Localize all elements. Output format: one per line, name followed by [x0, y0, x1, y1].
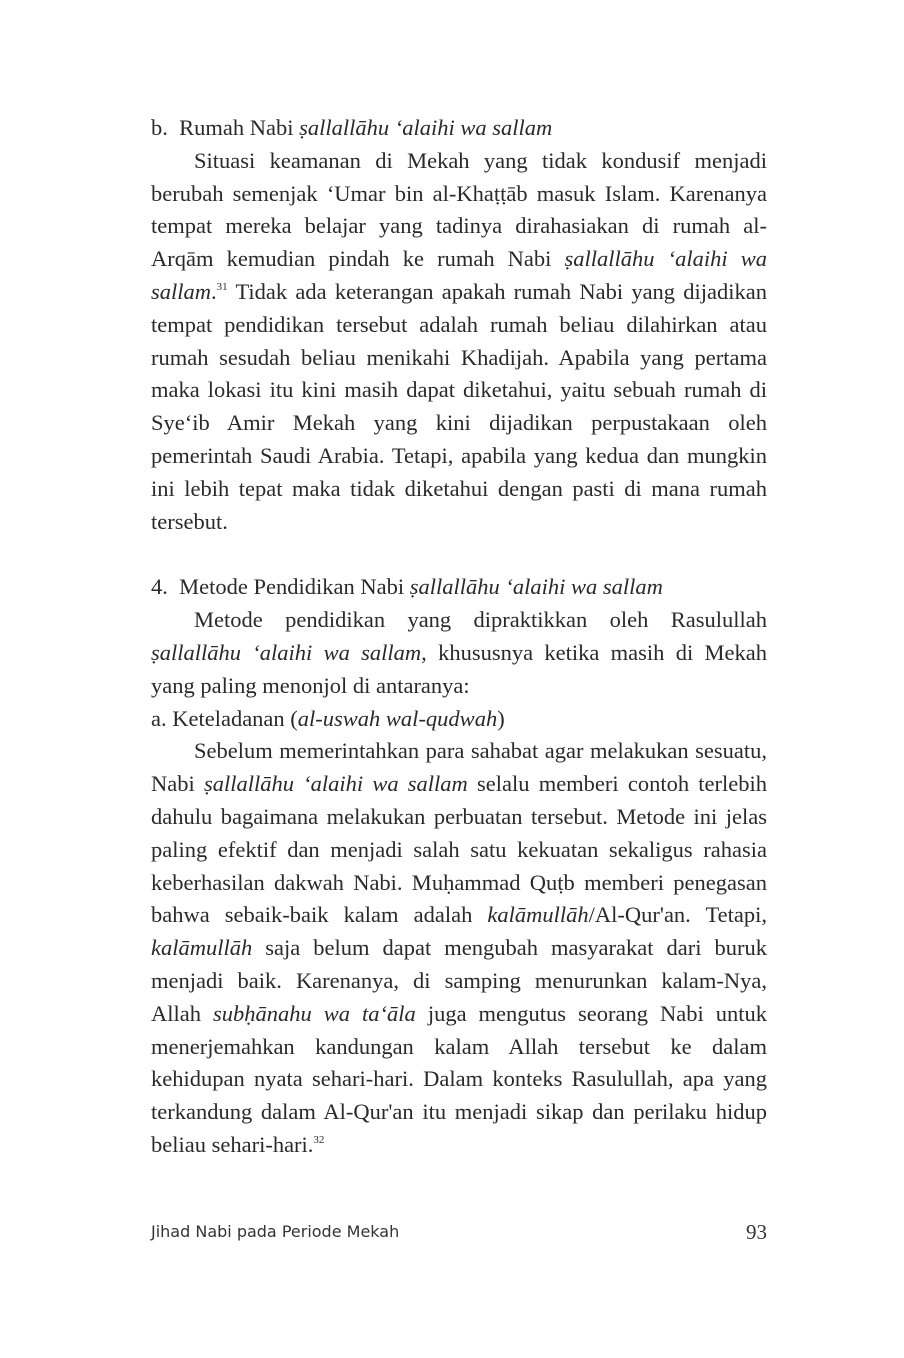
heading-marker: 4.	[151, 574, 168, 600]
italic-run: ṣallallāhu ‘alaihi wa sallam	[151, 246, 768, 304]
italic-run: ṣallallāhu ‘alaihi wa sallam	[203, 771, 468, 797]
heading-section-b	[151, 112, 767, 145]
paragraph-keteladanan	[151, 735, 767, 1161]
italic-run: ṣallallāhu ‘alaihi wa sallam	[151, 639, 422, 665]
italic-run: kalāmullāh	[151, 935, 253, 961]
text-run: juga mengutus seorang Nabi untuk menerjemahkan kandungan kalam Allah tersebut ke dalam kehidupan nyata sehari-hari. Dalam konteks Rasulullah, apa yang terkandung dalam Al-Qur'an itu menjadi sikap dan perilaku hidup beliau sehari-hari.	[151, 1000, 768, 1157]
heading-section-4	[151, 571, 767, 604]
heading-title-italic: ṣallallāhu ‘alaihi wa sallam	[409, 574, 663, 600]
body-text	[151, 112, 767, 1162]
footnote-ref-31: 31	[216, 280, 228, 293]
footnote-ref-32: 32	[313, 1133, 325, 1146]
heading-title-plain: Rumah Nabi	[179, 115, 294, 140]
text-run: /Al-Qur'an. Tetapi,	[588, 902, 767, 928]
text-run: .	[211, 278, 217, 304]
italic-run: al-uswah wal-qudwah	[297, 705, 498, 731]
heading-title-plain: Metode Pendidikan Nabi	[179, 574, 405, 600]
text-run: selalu memberi contoh terlebih dahulu bagaimana melakukan perbuatan tersebut. Metode ini jelas paling efektif dan menjadi salah satu kekuatan sekaligus rahasia keberhasilan dakwah Nabi. Muḥammad Quṭb memberi penegasan bahwa sebaik-baik kalam adalah	[151, 771, 768, 928]
heading-title-italic: ṣallallāhu ‘alaihi wa sallam	[299, 115, 553, 140]
section-gap	[151, 538, 767, 571]
text-run: a. Keteladanan (	[151, 705, 298, 731]
paragraph-metode-intro	[151, 604, 767, 702]
footer-book-title: Jihad Nabi pada Periode Mekah	[151, 1222, 400, 1241]
italic-run: kalāmullāh	[487, 902, 589, 928]
text-run: saja belum dapat mengubah masyarakat dari buruk menjadi baik. Karenanya, di samping menurunkan kalam-Nya, Allah	[151, 935, 768, 1026]
heading-marker: b.	[151, 115, 168, 140]
text-run: Sebelum memerintahkan para sahabat agar melakukan sesuatu, Nabi	[151, 738, 767, 797]
text-run: Tidak ada keterangan apakah rumah Nabi yang dijadikan tempat pendidikan tersebut adalah rumah beliau dilahirkan atau rumah sesudah beliau menikahi Khadijah. Apabila yang pertama maka lokasi itu kini masih dapat diketahui, yaitu sebuah rumah di Sye‘ib Amir Mekah yang kini dijadikan perpustakaan oleh pemerintah Saudi Arabia. Tetapi, apabila yang kedua dan mungkin ini lebih tepat maka tidak diketahui dengan pasti di mana rumah tersebut.	[151, 278, 768, 534]
subheading-keteladanan	[151, 703, 767, 736]
text-run: )	[497, 705, 505, 731]
page-number: 93	[746, 1220, 767, 1244]
text-run: Metode pendidikan yang dipraktikkan oleh Rasulullah	[194, 607, 767, 633]
text-run: Situasi keamanan di Mekah yang tidak kondusif menjadi berubah semenjak ‘Umar bin al-Khaṭṭāb masuk Islam. Karenanya tempat mereka belajar yang tadinya dirahasiakan di rumah al-Arqām kemudian pindah ke rumah Nabi	[151, 147, 767, 272]
paragraph-rumah-nabi	[151, 145, 767, 539]
text-run: , khususnya ketika masih di Mekah yang paling menonjol di antaranya:	[151, 639, 767, 698]
italic-run: subḥānahu wa ta‘āla	[213, 1000, 416, 1026]
